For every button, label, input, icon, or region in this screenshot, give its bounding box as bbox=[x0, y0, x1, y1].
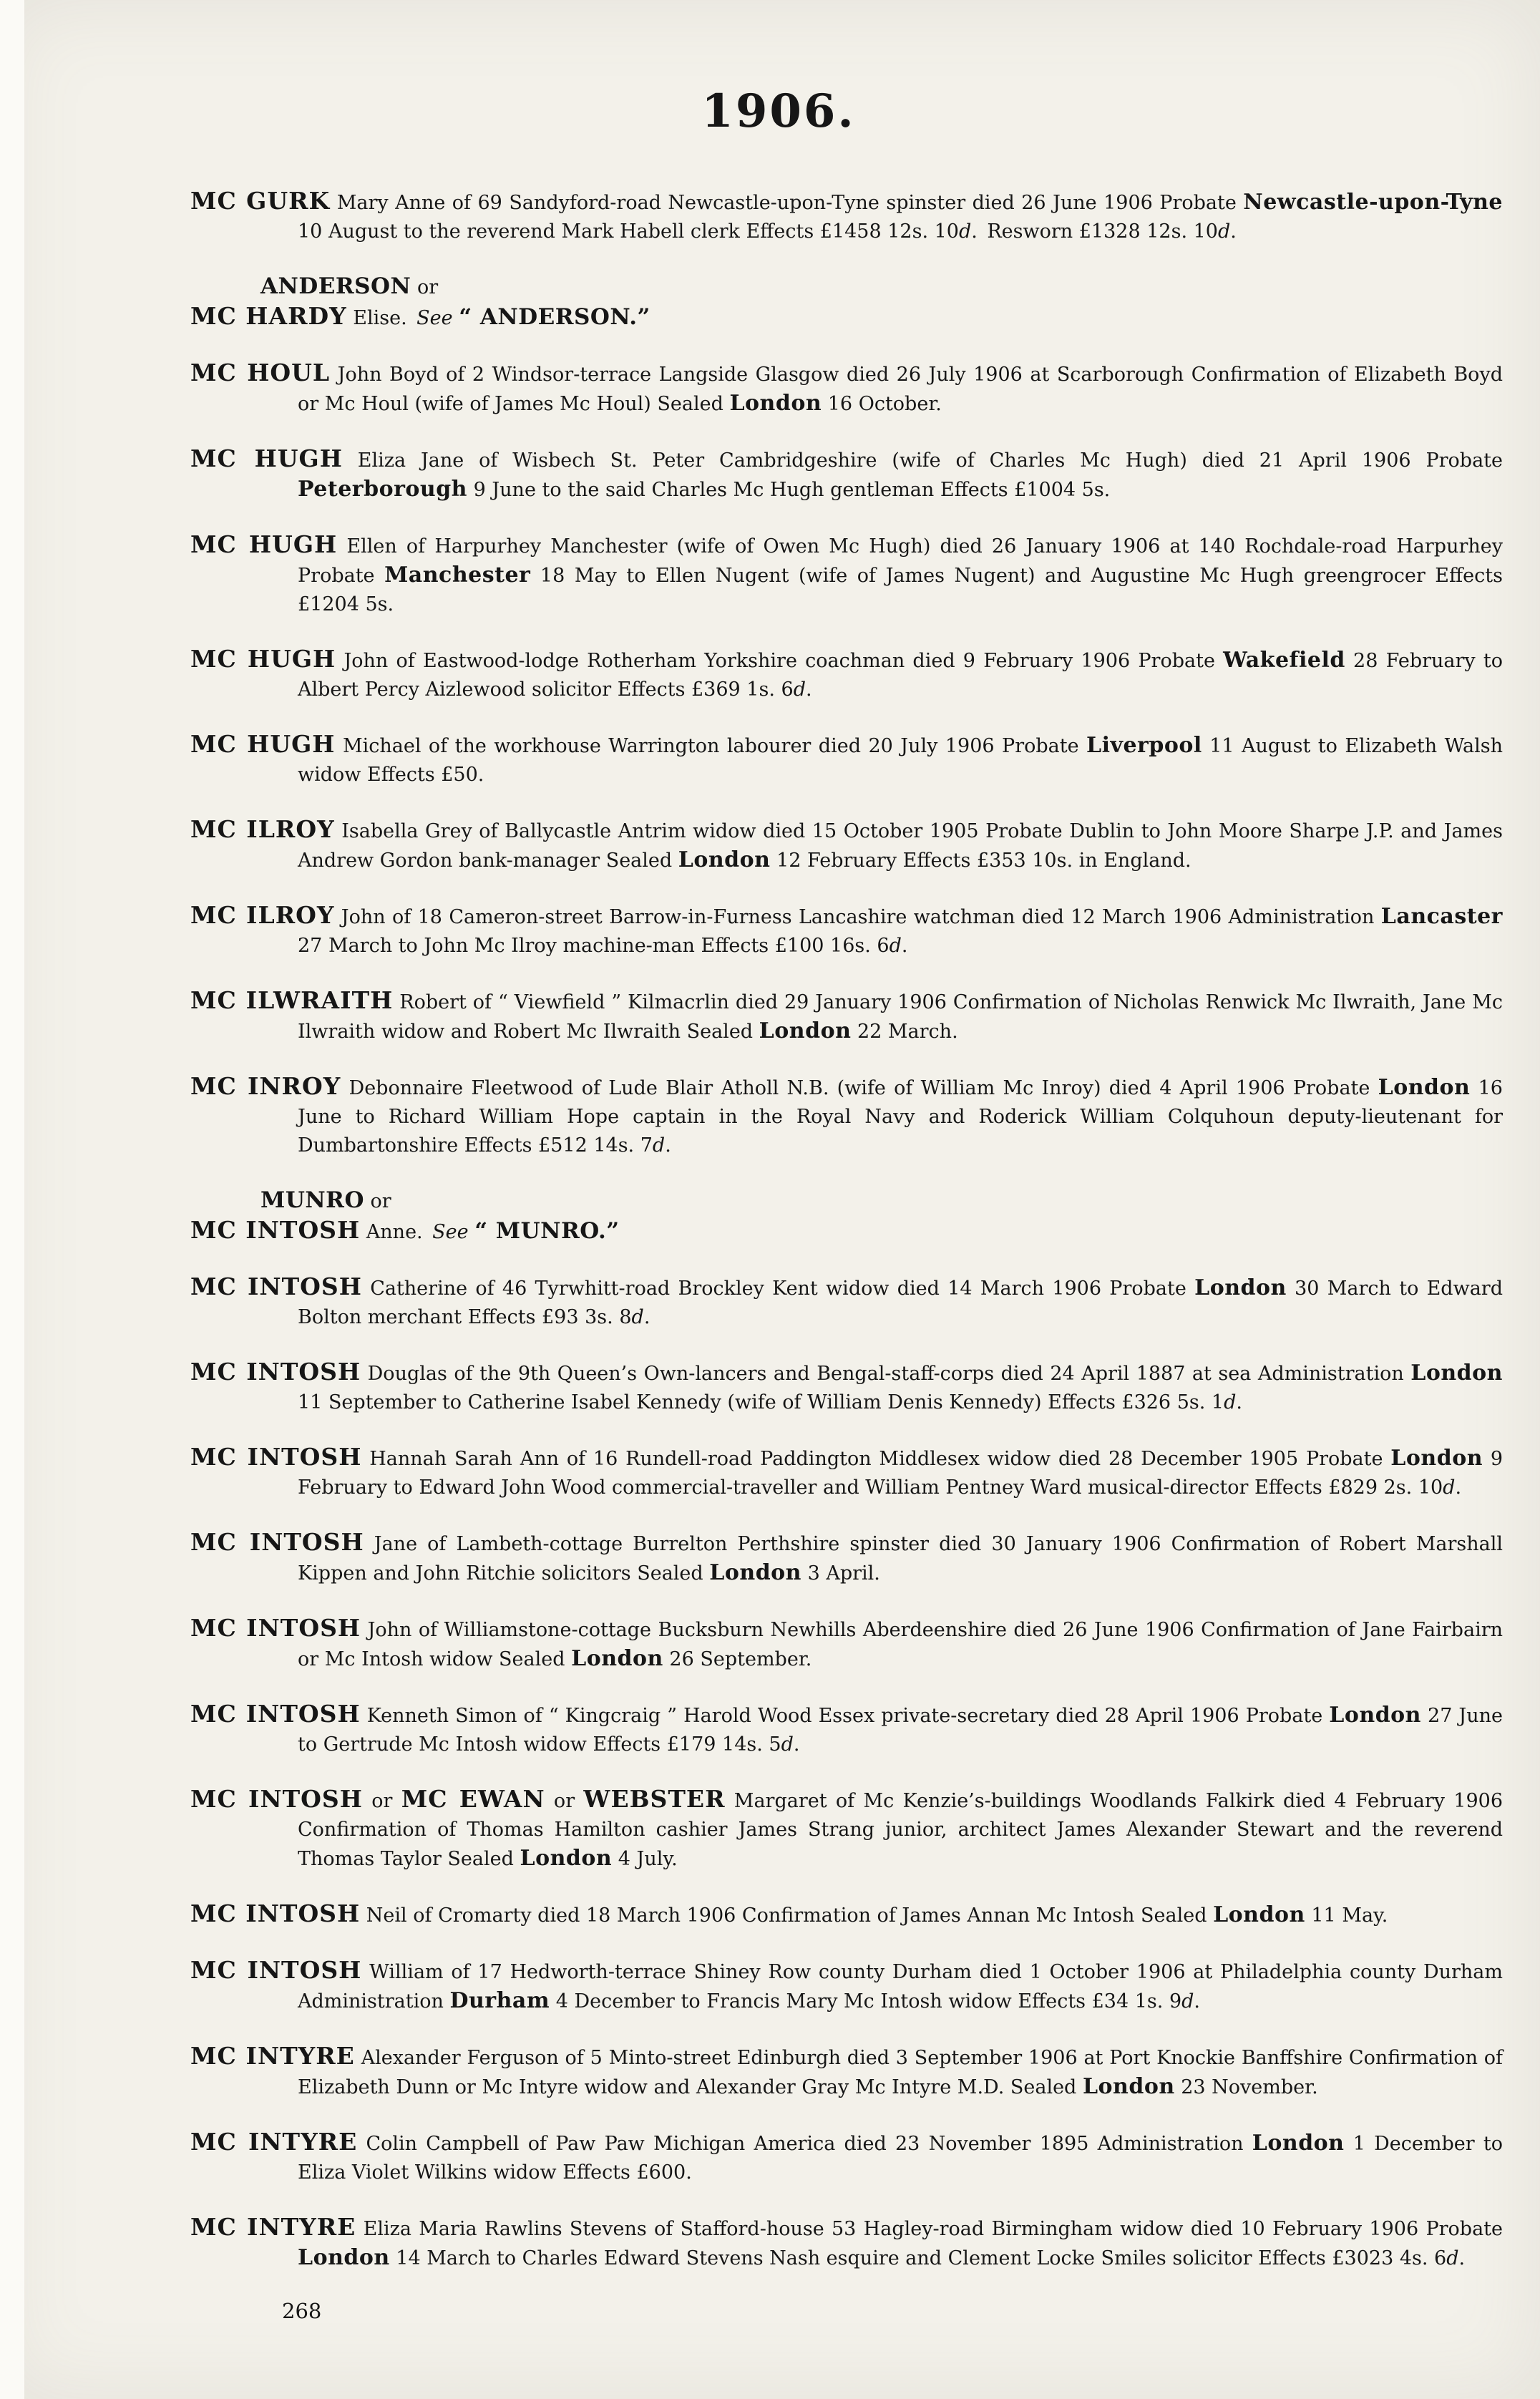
registry-name: London bbox=[1329, 1703, 1421, 1728]
surname-text: MC INTOSH bbox=[190, 1700, 361, 1728]
entry-text: or bbox=[364, 1190, 391, 1212]
probate-entry bbox=[190, 1899, 1503, 1930]
probate-entry bbox=[190, 1072, 1503, 1160]
probate-entry bbox=[190, 815, 1503, 875]
entry-text bbox=[453, 307, 459, 329]
surname-text: MC GURK bbox=[190, 187, 331, 215]
entry-text: d bbox=[793, 678, 806, 701]
registry-name: Newcastle-upon-Tyne bbox=[1243, 190, 1503, 215]
surname-text: MC INTOSH bbox=[190, 1216, 361, 1244]
probate-entry bbox=[190, 1273, 1503, 1332]
surname-text: MC EWAN bbox=[401, 1785, 545, 1813]
cross-reference-see-line bbox=[190, 1216, 1503, 1247]
probate-entry bbox=[190, 730, 1503, 789]
entry-text: 9 June to the said Charles Mc Hugh gentleman Effects £1004 5s. bbox=[467, 479, 1111, 501]
entry-text: Hannah Sarah Ann of 16 Rundell-road Paddington Middlesex widow died 28 December 1905 Probate bbox=[361, 1448, 1391, 1470]
surname-text: MC INTOSH bbox=[190, 1899, 361, 1927]
registry-name: London bbox=[1194, 1275, 1287, 1300]
entry-text: 28 February to Albert Percy Aizlewood solicitor Effects £369 1s. 6 bbox=[298, 650, 1503, 701]
entry-text: William of 17 Hedworth-terrace Shiney Row county Durham died 1 October 1906 at Philadelphia county Durham Administration bbox=[298, 1961, 1503, 2013]
entry-text: “ MUNRO.” bbox=[474, 1218, 620, 1244]
probate-entry bbox=[190, 2213, 1503, 2273]
entry-text: Ellen of Harpurhey Manchester (wife of Owen Mc Hugh) died 26 January 1906 at 140 Rochdale-road Harpurhey Probate bbox=[298, 535, 1503, 587]
entry-text: . bbox=[805, 678, 812, 701]
entry-text: 16 June to Richard William Hope captain in the Royal Navy and Roderick William Colquhoun deputy-lieutenant for Dumbartonshire Effects £512 14s. 7 bbox=[298, 1077, 1503, 1157]
entry-text: Elise. bbox=[346, 307, 417, 329]
surname-text: MC ILROY bbox=[190, 901, 335, 929]
surname-text: MC HUGH bbox=[190, 530, 338, 558]
probate-entry bbox=[190, 2042, 1503, 2102]
entry-text: Alexander Ferguson of 5 Minto-street Edinburgh died 3 September 1906 at Port Knockie Banffshire Confirmation of Elizabeth Dunn or Mc Intyre widow and Alexander Gray Mc Intyre M.D. Sealed bbox=[298, 2047, 1504, 2098]
surname-text: MC INROY bbox=[190, 1072, 341, 1100]
registry-name: Wakefield bbox=[1223, 648, 1345, 673]
entry-text: . bbox=[1458, 2247, 1466, 2269]
entry-text: . bbox=[665, 1134, 671, 1157]
probate-entry bbox=[190, 1700, 1503, 1759]
registry-name: London bbox=[729, 391, 822, 416]
entry-text: . bbox=[793, 1733, 800, 1756]
probate-entry bbox=[190, 1528, 1503, 1588]
probate-entry bbox=[190, 187, 1503, 246]
entry-text: Margaret of Mc Kenzie’s-buildings Woodlands Falkirk died 4 February 1906 Confirmation of Thomas Hamilton cashier James Strang junior, architect James Alexander Stewart and the reverend Thomas Taylor Sealed bbox=[298, 1790, 1504, 1870]
probate-entry bbox=[190, 1358, 1503, 1417]
registry-name: London bbox=[520, 1846, 613, 1871]
entry-text: 11 September to Catherine Isabel Kennedy (wife of William Denis Kennedy) Effects £326 5s. 1 bbox=[298, 1391, 1224, 1413]
entry-text: Mary Anne of 69 Sandyford-road Newcastle-upon-Tyne spinster died 26 June 1906 Probate bbox=[330, 192, 1244, 214]
registry-name: Durham bbox=[449, 1988, 550, 2013]
surname-text: MC INTYRE bbox=[190, 2213, 356, 2241]
entry-text: 11 May. bbox=[1305, 1904, 1388, 1927]
page-number: 268 bbox=[282, 2299, 322, 2323]
surname-text: MC HARDY bbox=[190, 302, 347, 330]
entry-text: 14 March to Charles Edward Stevens Nash esquire and Clement Locke Smiles solicitor Effects £3023 4s. 6 bbox=[389, 2247, 1447, 2269]
entry-text: See bbox=[416, 307, 453, 329]
entry-text: John Boyd of 2 Windsor-terrace Langside Glasgow died 26 July 1906 at Scarborough Confirmation of Elizabeth Boyd or Mc Houl (wife of James Mc Houl) Sealed bbox=[298, 364, 1503, 415]
entry-text bbox=[469, 1221, 475, 1243]
entry-text: ANDERSON bbox=[260, 273, 411, 299]
entry-text: Michael of the workhouse Warrington labourer died 20 July 1906 Probate bbox=[335, 735, 1087, 757]
entry-text: . bbox=[1455, 1476, 1462, 1499]
entry-text: d bbox=[958, 220, 972, 243]
cross-reference-entry bbox=[190, 1186, 1503, 1247]
entry-text: d bbox=[1443, 1476, 1456, 1499]
entry-text: 4 July. bbox=[612, 1848, 678, 1870]
registry-name: Liverpool bbox=[1086, 733, 1202, 758]
registry-name: Lancaster bbox=[1380, 904, 1503, 929]
cross-reference-alias-line bbox=[260, 272, 1503, 302]
entry-text: 23 November. bbox=[1174, 2076, 1318, 2098]
entry-text: d bbox=[1181, 1990, 1194, 2013]
page-title: 1906. bbox=[701, 84, 856, 138]
entry-text: d bbox=[781, 1733, 794, 1756]
entry-text: See bbox=[432, 1221, 469, 1243]
surname-text: MC HUGH bbox=[190, 645, 336, 673]
entry-text: . bbox=[901, 935, 908, 957]
entry-text: Catherine of 46 Tyrwhitt-road Brockley Kent widow died 14 March 1906 Probate bbox=[361, 1278, 1195, 1300]
probate-entry bbox=[190, 1785, 1503, 1874]
registry-name: Manchester bbox=[384, 563, 531, 588]
entry-text: Douglas of the 9th Queen’s Own-lancers and Bengal-staff-corps died 24 April 1887 at sea Administration bbox=[361, 1363, 1411, 1385]
entry-text: 26 September. bbox=[663, 1648, 812, 1670]
probate-entry bbox=[190, 1614, 1503, 1674]
probate-entry bbox=[190, 2128, 1503, 2187]
probate-entry bbox=[190, 645, 1503, 704]
probate-entry bbox=[190, 986, 1503, 1046]
entry-text: MUNRO bbox=[260, 1187, 364, 1213]
entry-text: Anne. bbox=[360, 1221, 433, 1243]
entry-text: 18 May to Ellen Nugent (wife of James Nugent) and Augustine Mc Hugh greengrocer Effects £1204 5s. bbox=[298, 565, 1503, 615]
entry-text: “ ANDERSON.” bbox=[459, 304, 650, 330]
entry-text: d bbox=[631, 1306, 644, 1328]
surname-text: MC INTOSH bbox=[190, 1956, 362, 1984]
registry-name: London bbox=[1390, 1446, 1483, 1471]
entry-text: Eliza Jane of Wisbech St. Peter Cambridgeshire (wife of Charles Mc Hugh) died 21 April 1906 Probate bbox=[342, 449, 1503, 472]
entry-text: d bbox=[1217, 220, 1231, 243]
entry-text: 27 June to Gertrude Mc Intosh widow Effects £179 14s. 5 bbox=[298, 1705, 1504, 1756]
entry-text: Jane of Lambeth-cottage Burrelton Perthshire spinster died 30 January 1906 Confirmation of Robert Marshall Kippen and John Ritchie solicitors Sealed bbox=[298, 1533, 1503, 1585]
entry-text: 16 October. bbox=[822, 393, 942, 415]
entry-text: or bbox=[411, 276, 439, 298]
entry-text: John of Williamstone-cottage Bucksburn Newhills Aberdeenshire died 26 June 1906 Confirmation of Jane Fairbairn or Mc Intosh widow Sealed bbox=[298, 1619, 1503, 1670]
entry-text: 27 March to John Mc Ilroy machine-man Effects £100 16s. 6 bbox=[298, 935, 890, 957]
entry-text: 12 February Effects £353 10s. in England. bbox=[770, 850, 1191, 872]
probate-entry bbox=[190, 444, 1503, 505]
probate-entry bbox=[190, 1443, 1503, 1502]
registry-name: London bbox=[571, 1646, 663, 1671]
surname-text: MC INTOSH bbox=[190, 1443, 362, 1471]
probate-entry bbox=[190, 901, 1503, 960]
probate-entry bbox=[190, 359, 1503, 419]
entry-text: 22 March. bbox=[851, 1021, 958, 1043]
entry-text: 4 December to Francis Mary Mc Intosh widow Effects £34 1s. 9 bbox=[550, 1990, 1182, 2013]
entry-text: . bbox=[643, 1306, 650, 1328]
probate-entries-list bbox=[190, 187, 1503, 2273]
entry-text: 3 April. bbox=[801, 1562, 880, 1585]
registry-name: London bbox=[298, 2245, 390, 2270]
entry-text: . bbox=[1194, 1990, 1201, 2013]
entry-text: 11 August to Elizabeth Walsh widow Effects £50. bbox=[298, 735, 1503, 786]
cross-reference-entry bbox=[190, 272, 1503, 333]
surname-text: MC ILWRAITH bbox=[190, 986, 394, 1014]
probate-entry bbox=[190, 1956, 1503, 2016]
entry-text: or bbox=[362, 1790, 401, 1812]
surname-text: MC INTYRE bbox=[190, 2042, 355, 2070]
entry-text: Neil of Cromarty died 18 March 1906 Confirmation of James Annan Mc Intosh Sealed bbox=[360, 1904, 1214, 1927]
surname-text: WEBSTER bbox=[583, 1785, 726, 1813]
registry-name: London bbox=[1410, 1361, 1503, 1386]
probate-entry bbox=[190, 530, 1503, 619]
registry-name: London bbox=[678, 847, 771, 872]
surname-text: MC HOUL bbox=[190, 359, 331, 386]
registry-name: London bbox=[1252, 2131, 1345, 2156]
entry-text: 30 March to Edward Bolton merchant Effects £93 3s. 8 bbox=[298, 1278, 1503, 1328]
entry-text: 10 August to the reverend Mark Habell clerk Effects £1458 12s. 10 bbox=[298, 220, 959, 243]
entry-text: Isabella Grey of Ballycastle Antrim widow died 15 October 1905 Probate Dublin to John Moore Sharpe J.P. and James Andrew Gordon bank-manager Sealed bbox=[298, 820, 1503, 872]
registry-name: London bbox=[759, 1018, 852, 1043]
surname-text: MC INTOSH bbox=[190, 1273, 362, 1300]
registry-name: London bbox=[1378, 1075, 1471, 1100]
entry-text: d bbox=[1446, 2247, 1459, 2269]
entry-text: d bbox=[889, 935, 902, 957]
surname-text: MC ILROY bbox=[190, 815, 335, 843]
registry-name: London bbox=[1213, 1902, 1305, 1927]
cross-reference-see-line bbox=[190, 302, 1503, 333]
entry-text: or bbox=[545, 1790, 584, 1812]
surname-text: MC HUGH bbox=[190, 444, 343, 472]
surname-text: MC INTOSH bbox=[190, 1785, 363, 1813]
entry-text: Kenneth Simon of “ Kingcraig ” Harold Wood Essex private-secretary died 28 April 1906 Probate bbox=[360, 1705, 1330, 1727]
surname-text: MC INTOSH bbox=[190, 1528, 364, 1556]
entry-text: Colin Campbell of Paw Paw Michigan America died 23 November 1895 Administration bbox=[357, 2133, 1252, 2155]
registry-name: London bbox=[709, 1560, 801, 1585]
entry-text: d bbox=[652, 1134, 666, 1157]
surname-text: MC INTYRE bbox=[190, 2128, 358, 2156]
entry-text: 1 December to Eliza Violet Wilkins widow Effects £600. bbox=[298, 2133, 1504, 2184]
entry-text: John of 18 Cameron-street Barrow-in-Furness Lancashire watchman died 12 March 1906 Administration bbox=[334, 906, 1381, 928]
registry-name: London bbox=[1082, 2074, 1175, 2099]
entry-text: Debonnaire Fleetwood of Lude Blair Atholl N.B. (wife of William Mc Inroy) died 4 April 1906 Probate bbox=[341, 1077, 1378, 1099]
entry-text: d bbox=[1224, 1391, 1237, 1413]
entry-text: . bbox=[1230, 220, 1237, 243]
entry-text: Robert of “ Viewfield ” Kilmacrlin died 29 January 1906 Confirmation of Nicholas Renwick Mc Ilwraith, Jane Mc Ilwraith widow and Robert Mc Ilwraith Sealed bbox=[298, 991, 1503, 1043]
cross-reference-alias-line bbox=[260, 1186, 1503, 1216]
surname-text: MC INTOSH bbox=[190, 1358, 361, 1386]
entry-text: John of Eastwood-lodge Rotherham Yorkshire coachman died 9 February 1906 Probate bbox=[336, 650, 1224, 672]
surname-text: MC HUGH bbox=[190, 730, 336, 758]
surname-text: MC INTOSH bbox=[190, 1614, 361, 1642]
entry-text: . Resworn £1328 12s. 10 bbox=[971, 220, 1218, 243]
entry-text: Eliza Maria Rawlins Stevens of Stafford-house 53 Hagley-road Birmingham widow died 10 February 1906 Probate bbox=[356, 2218, 1503, 2240]
entry-text: 9 February to Edward John Wood commercial-traveller and William Pentney Ward musical-director Effects £829 2s. 10 bbox=[298, 1448, 1504, 1499]
registry-name: Peterborough bbox=[298, 477, 467, 502]
entry-text: . bbox=[1236, 1391, 1242, 1413]
